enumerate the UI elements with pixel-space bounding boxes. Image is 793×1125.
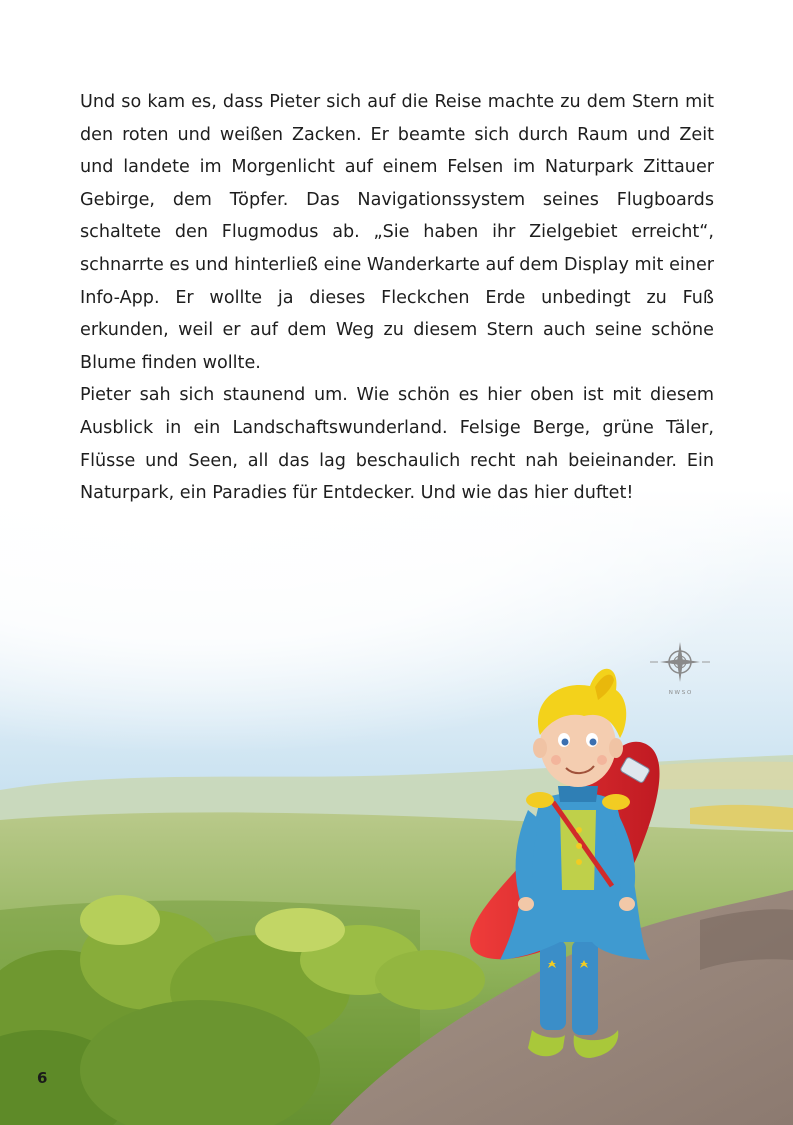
story-text: [80, 86, 714, 510]
landscape-illustration: [0, 490, 793, 1125]
page-number: 6: [37, 1069, 48, 1087]
compass-label: N W S O: [668, 690, 692, 696]
paragraph-1: Und so kam es, dass Pieter sich auf die Reise machte zu dem Stern mit den roten und weißen Zacken. Er beamte sich durch Raum und Zeit und landete im Morgenlicht auf einem Felsen im Naturpark Zittauer Gebirge, dem Töpfer. Das Navigationssystem seines Flugboards schaltete den Flugmodus ab. „Sie haben ihr Zielgebiet erreicht“, schnarrte es und hinterließ eine Wanderkarte auf dem Display mit einer Info-App. Er wollte ja dieses Fleckchen Erde unbedingt zu Fuß erkunden, weil er auf dem Weg zu diesem Stern auch seine schöne Blume finden wollte.: [80, 92, 714, 373]
paragraph-2: Pieter sah sich staunend um. Wie schön es hier oben ist mit diesem Ausblick in ein Landschaftswunderland. Felsige Berge, grüne Täler, Flüsse und Seen, all das lag beschaulich recht nah beieinander. Ein Naturpark, ein Paradies für Entdecker. Und wie das hier duftet!: [80, 385, 714, 504]
